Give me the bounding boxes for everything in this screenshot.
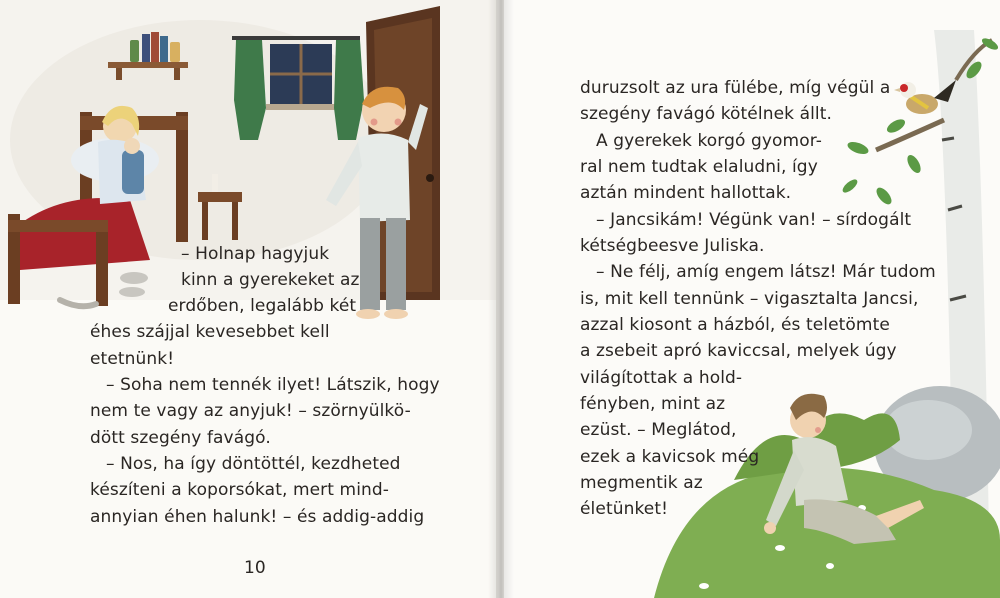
text-line: szegény favágó kötélnek állt.	[580, 104, 833, 124]
text-line: – Soha nem tennék ilyet! Látszik, hogy	[106, 375, 440, 395]
text-line: A gyerekek korgó gyomor-	[596, 131, 822, 151]
right-page	[504, 0, 1000, 598]
text-line: megmentik az	[580, 473, 703, 493]
text-line: etetnünk!	[90, 349, 175, 369]
text-line: is, mit kell tennünk – vigasztalta Jancsi,	[580, 289, 919, 309]
text-line: nem te vagy az anyjuk! – szörnyülkö-	[90, 401, 411, 421]
page-number: 10	[244, 558, 266, 578]
text-line: erdőben, legalább két	[168, 296, 357, 316]
text-line: kinn a gyerekeket az	[181, 270, 360, 290]
text-line: kétségbeesve Juliska.	[580, 236, 765, 256]
text-line: ral nem tudtak elaludni, így	[580, 157, 818, 177]
text-line: ezek a kavicsok még	[580, 447, 760, 467]
text-line: – Ne félj, amíg engem látsz! Már tudom	[596, 262, 936, 282]
text-line: – Holnap hagyjuk	[181, 244, 330, 264]
left-page	[0, 0, 496, 598]
text-line: duruzsolt az ura fülébe, míg végül a	[580, 78, 891, 98]
text-line: életünket!	[580, 499, 669, 519]
text-line: készíteni a koporsókat, mert mind-	[90, 480, 390, 500]
text-line: éhes szájjal kevesebbet kell	[90, 322, 330, 342]
text-line: – Jancsikám! Végünk van! – sírdogált	[596, 210, 912, 230]
text-line: fényben, mint az	[580, 394, 726, 414]
text-line: aztán mindent hallottak.	[580, 183, 792, 203]
text-line: dött szegény favágó.	[90, 428, 271, 448]
text-line: annyian éhen halunk! – és addig-addig	[90, 507, 425, 527]
text-line: a zsebeit apró kaviccsal, melyek úgy	[580, 341, 897, 361]
text-line: ezüst. – Meglátod,	[580, 420, 737, 440]
text-line: azzal kiosont a házból, és teletömte	[580, 315, 890, 335]
text-line: – Nos, ha így döntöttél, kezdheted	[106, 454, 401, 474]
book-gutter	[488, 0, 514, 598]
text-line: világítottak a hold-	[580, 368, 743, 388]
